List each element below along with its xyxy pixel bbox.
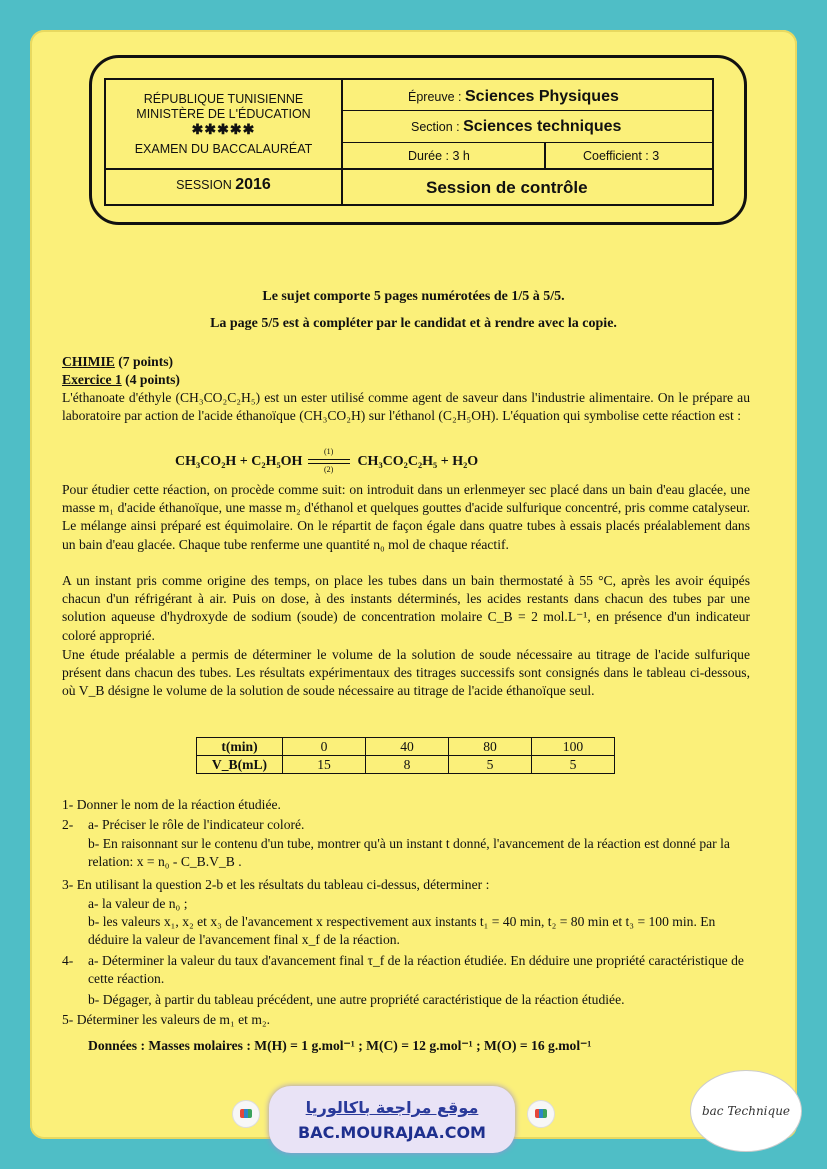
bac-technique-badge: bac Technique: [690, 1070, 802, 1152]
republic-line: RÉPUBLIQUE TUNISIENNE: [143, 92, 304, 106]
question-5: 5- Déterminer les valeurs de m₁ et m₂.: [62, 1012, 271, 1027]
stars-line: ✱✱✱✱✱: [191, 121, 256, 137]
duration: Durée : 3 h: [408, 149, 470, 163]
question-3a: a- la valeur de n₀ ;: [88, 896, 188, 911]
exam-header: [104, 78, 714, 206]
question-4a: a- Déterminer la valeur du taux d'avancement final τ_f de la réaction étudiée. En déduire une propriété caractéristique de cette réaction.: [88, 953, 744, 987]
question-3b: b- les valeurs x₁, x₂ et x₃ de l'avancement x respectivement aux instants t₁ = 40 min, t₂ = 80 min et t₃ = 100 min. En déduire la valeur de l'avancement final x_f de la réaction.: [88, 914, 716, 948]
table-row: V_B(mL) 15 8 5 5: [197, 756, 615, 774]
paragraph-protocol: Pour étudier cette réaction, on procède comme suit: on introduit dans un erlenmeyer sec placé dans un bain d'eau glacée, une masse m₁ d'acide éthanoïque, une masse m₂ d'éthanol et quelques gouttes d'acide sulfurique concentré, pris comme catalyseur. Le mélange ainsi préparé est équimolaire. On le répartit de façon égale dans quatre tubes à essais placés préalablement dans un bain d'eau glacée. Chaque tube renferme une quantité n₀ mol de chaque réactif.: [62, 482, 750, 552]
session-type: Session de contrôle: [426, 178, 588, 197]
results-table: [196, 737, 615, 774]
paragraph-results: Une étude préalable a permis de déterminer le volume de la solution de soude nécessaire au titrage de l'acide sulfurique présent dans chacun des tubes. Les résultats expérimentaux des titrages successifs sont consignés dans le tableau ci-dessous, où V_B désigne le volume de la solution de soude nécessaire au titrage de l'acide éthanoïque seul.: [62, 647, 750, 699]
question-3: 3- En utilisant la question 2-b et les résultats du tableau ci-dessus, déterminer :: [62, 877, 490, 892]
question-2: 2-: [62, 817, 74, 832]
session-year: SESSION 2016: [176, 176, 271, 193]
paragraph-intro: L'éthanoate d'éthyle (CH₃CO₂C₂H₅) est un ester utilisé comme agent de saveur dans l'industrie alimentaire. On le prépare au laboratoire par action de l'acide éthanoïque (CH₃CO₂H) sur l'éthanol (C₂H₅OH). L'équation qui symbolise cette réaction est :: [62, 390, 750, 424]
epreuve: Épreuve : Sciences Physiques: [408, 88, 619, 105]
section: Section : Sciences techniques: [411, 118, 622, 135]
reaction-equation: CH₃CO₂H + C₂H₅OH $\frac{(1)}{(2)}$ CH₃CO₂C₂H₅ + H₂O: [175, 447, 479, 474]
question-4: 4-: [62, 953, 74, 968]
site-banner[interactable]: [269, 1086, 515, 1153]
site-name-arabic: موقع مراجعة باكالوريا: [305, 1098, 479, 1117]
intro-return: La page 5/5 est à compléter par le candidat et à rendre avec la copie.: [210, 316, 617, 331]
exercise-heading: Exercice 1 (4 points): [62, 372, 180, 387]
site-logo-icon: [232, 1100, 260, 1128]
question-2a: a- Préciser le rôle de l'indicateur coloré.: [88, 817, 305, 832]
molar-masses-data: Données : Masses molaires : M(H) = 1 g.mol⁻¹ ; M(C) = 12 g.mol⁻¹ ; M(O) = 16 g.mol⁻¹: [88, 1038, 592, 1053]
question-2b: b- En raisonnant sur le contenu d'un tube, montrer qu'à un instant t donné, l'avancement de la réaction est donné par la relation: x = n₀ - C_B.V_B .: [88, 836, 730, 870]
exam-line: EXAMEN DU BACCALAURÉAT: [134, 142, 313, 156]
coefficient: Coefficient : 3: [583, 149, 660, 163]
question-1: 1- Donner le nom de la réaction étudiée.: [62, 797, 281, 812]
paragraph-titration: A un instant pris comme origine des temps, on place les tubes dans un bain thermostaté à 55 °C, après les avoir équipés chacun d'un réfrigérant à air. Puis on dose, à des instants déterminés, les acides restants dans chacun des tubes par une solution aqueuse d'hydroxyde de sodium (soude) de concentration molaire C_B = 2 mol.L⁻¹, en présence d'un indicateur coloré approprié.: [62, 573, 750, 643]
ministry-line: MINISTÈRE DE L'ÉDUCATION: [136, 107, 311, 121]
chimie-heading: CHIMIE (7 points): [62, 354, 174, 369]
question-4b: b- Dégager, à partir du tableau précédent, une autre propriété caractéristique de la réaction étudiée.: [88, 992, 625, 1007]
site-logo-icon: [527, 1100, 555, 1128]
intro-pages: Le sujet comporte 5 pages numérotées de 1/5 à 5/5.: [262, 289, 565, 304]
equilibrium-arrows-icon: $\frac{(1)}{(2)}$: [306, 451, 354, 473]
table-row: t(min) 0 40 80 100: [197, 738, 615, 756]
site-url-link[interactable]: BAC.MOURAJAA.COM: [298, 1123, 486, 1142]
